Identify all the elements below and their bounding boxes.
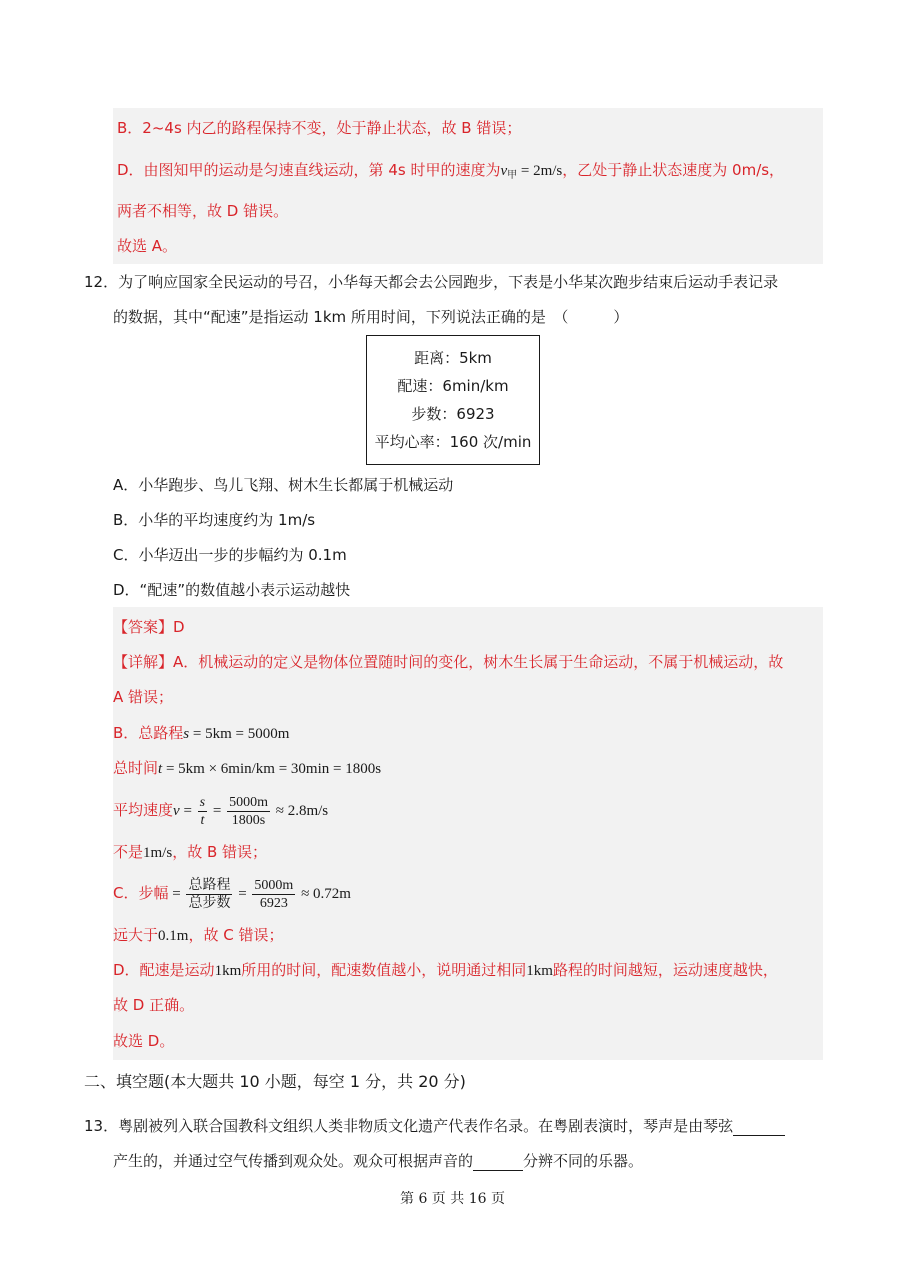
table-distance: 距离：5km bbox=[414, 349, 492, 367]
detail-total-time: 总时间t = 5km × 6min/km = 30min = 1800s bbox=[113, 759, 382, 777]
answer-label: 【答案】D bbox=[113, 618, 185, 636]
page-footer: 第 6 页 共 16 页 bbox=[400, 1191, 505, 1207]
detail-line1: 【详解】A．机械运动的定义是物体位置随时间的变化，树木生长属于生命运动，不属于机械运动，故 bbox=[113, 653, 784, 671]
option-c: C．小华迈出一步的步幅约为 0.1m bbox=[113, 546, 347, 564]
option-a: A．小华跑步、鸟儿飞翔、树木生长都属于机械运动 bbox=[113, 476, 454, 494]
option-b: B．小华的平均速度约为 1m/s bbox=[113, 511, 316, 529]
answer-option-d-cont: 两者不相等，故 D 错误。 bbox=[117, 202, 289, 220]
answer-option-b: B．2~4s 内乙的路程保持不变，处于静止状态，故 B 错误； bbox=[117, 119, 522, 137]
section-2-title: 二、填空题(本大题共 10 小题，每空 1 分，共 20 分) bbox=[84, 1072, 466, 1091]
table-steps: 步数：6923 bbox=[411, 405, 495, 423]
table-heart-rate: 平均心率：160 次/min bbox=[374, 433, 532, 451]
detail-d-line2: 故 D 正确。 bbox=[113, 996, 195, 1014]
question-13-line1: 13．粤剧被列入联合国教科文组织人类非物质文化遗产代表作名录。在粤剧表演时，琴声是由琴弦 bbox=[84, 1116, 785, 1136]
detail-b-conclusion: 不是1m/s，故 B 错误； bbox=[113, 843, 268, 861]
watch-data-table bbox=[366, 335, 540, 465]
detail-step-length: C．步幅 = $\frac{\text{总路程}}{\text{总步数}}$ = $\frac{5000m}{6923}$ ≈ 0.72m bbox=[113, 877, 351, 912]
answer-option-d: D．由图知甲的运动是匀速直线运动，第 4s 时甲的速度为$v_甲 = 2m/s$，乙处于静止状态速度为 0m/s， bbox=[117, 161, 785, 181]
table-pace: 配速：6min/km bbox=[397, 377, 509, 395]
detail-line2: A 错误； bbox=[113, 688, 174, 706]
option-d: D．“配速”的数值越小表示运动越快 bbox=[113, 581, 351, 599]
detail-c-conclusion: 远大于0.1m，故 C 错误； bbox=[113, 926, 284, 944]
detail-d-line1: D．配速是运动1km所用的时间，配速数值越小，说明通过相同1km路程的时间越短，运动速度越快， bbox=[113, 961, 778, 979]
question-12-line1: 12．为了响应国家全民运动的号召，小华每天都会去公园跑步，下表是小华某次跑步结束后运动手表记录 bbox=[84, 273, 779, 291]
question-13-line2: 产生的，并通过空气传播到观众处。观众可根据声音的 分辨不同的乐器。 bbox=[113, 1152, 644, 1170]
answer-choice-q12: 故选 D。 bbox=[113, 1032, 175, 1050]
detail-total-distance: B．总路程s = 5km = 5000m bbox=[113, 724, 290, 742]
answer-choice-q11: 故选 A。 bbox=[117, 237, 178, 255]
answer-block-q12 bbox=[113, 607, 823, 1060]
answer-blank-2[interactable] bbox=[473, 1154, 523, 1171]
detail-average-speed: 平均速度v = $\frac{s}{t}$ = $\frac{5000m}{1800s}$ ≈ 2.8m/s bbox=[113, 795, 329, 829]
question-12-line2: 的数据，其中“配速”是指运动 1km 所用时间，下列说法正确的是 （ ） bbox=[113, 308, 629, 326]
answer-blank-1[interactable] bbox=[733, 1119, 785, 1136]
